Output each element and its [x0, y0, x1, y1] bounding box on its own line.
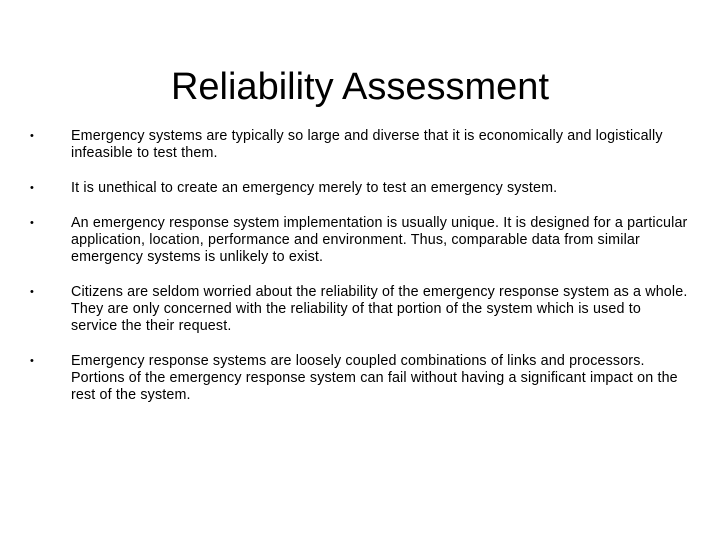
- slide-title: Reliability Assessment: [170, 66, 550, 109]
- bullet-text: Citizens are seldom worried about the reliability of the emergency response system as a whole. They are only concerned with the reliability of that portion of the system which is used to service the their request.: [71, 284, 688, 334]
- bullet-text: It is unethical to create an emergency merely to test an emergency system.: [71, 180, 558, 196]
- bullet-text: Emergency systems are typically so large and diverse that it is economically and logistically infeasible to test them.: [71, 128, 663, 161]
- bullet-dot-icon: •: [30, 217, 35, 229]
- bullet-item: [30, 180, 690, 197]
- bullet-text: An emergency response system implementation is usually unique. It is designed for a particular application, location, performance and environment. Thus, comparable data from similar emergency systems is unlikely to exist.: [71, 215, 688, 265]
- bullet-dot-icon: •: [30, 182, 35, 194]
- bullet-item: [30, 128, 690, 162]
- bullet-item: [30, 284, 690, 335]
- bullet-item: [30, 353, 690, 404]
- bullet-list: [30, 128, 690, 404]
- bullet-dot-icon: •: [30, 355, 35, 367]
- bullet-item: [30, 215, 690, 266]
- bullet-dot-icon: •: [30, 130, 35, 142]
- bullet-dot-icon: •: [30, 286, 35, 298]
- bullet-text: Emergency response systems are loosely coupled combinations of links and processors. Portions of the emergency response system can fail without having a significant impact on the rest of the system.: [71, 353, 678, 403]
